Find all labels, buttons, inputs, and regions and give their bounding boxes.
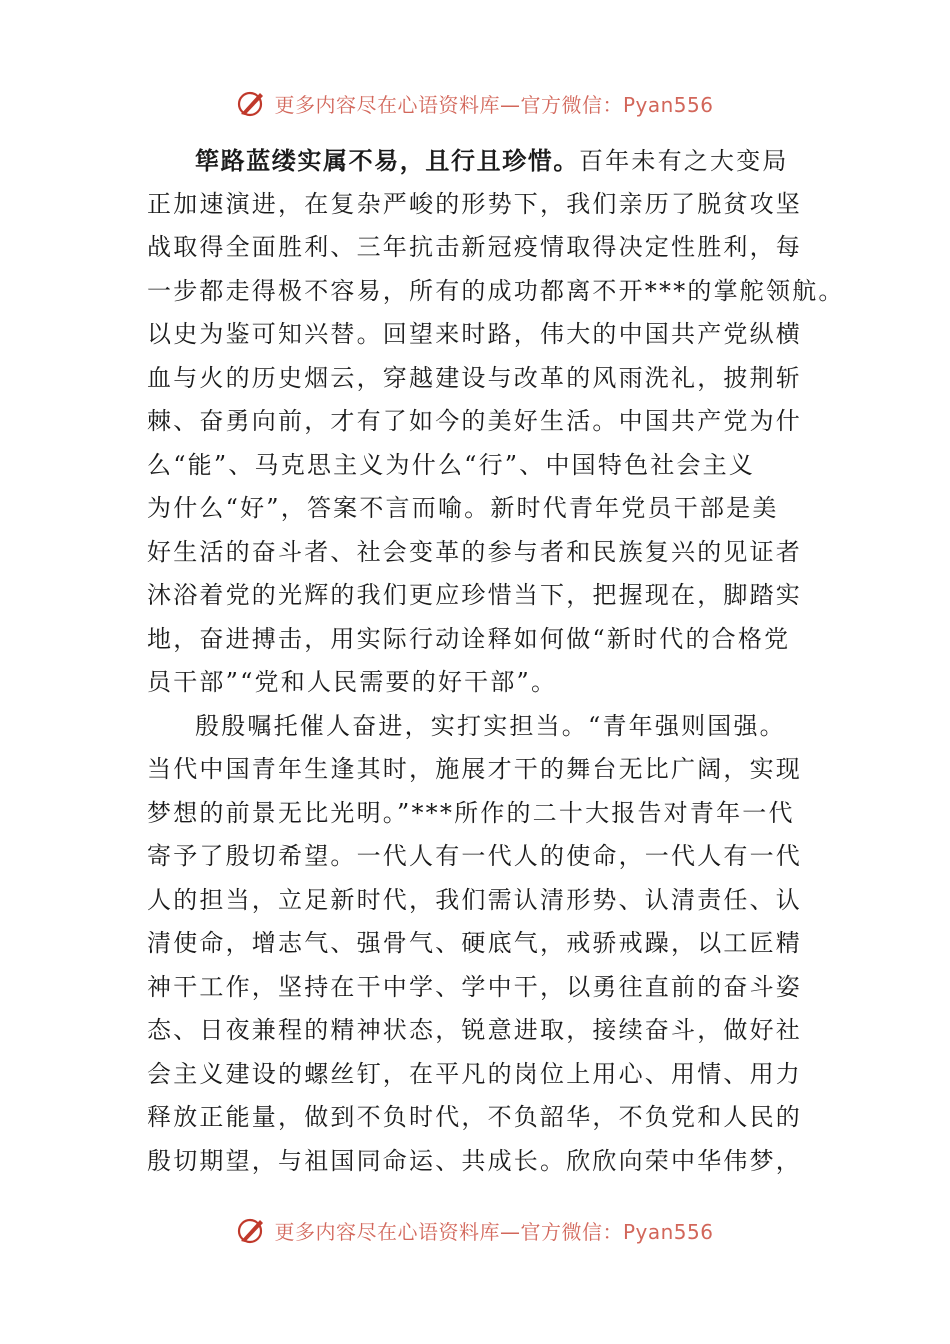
quill-pen-logo-icon (236, 88, 266, 118)
text-line: 一步都走得极不容易，所有的成功都离不开***的掌舵领航。 (147, 276, 845, 305)
footer-banner (0, 1210, 950, 1250)
header-banner-text: 更多内容尽在心语资料库—官方微信：Pyan556 (274, 92, 714, 117)
document-body (147, 139, 845, 1183)
text-line: 人的担当，立足新时代，我们需认清形势、认清责任、认 (147, 885, 802, 914)
text-line: 神干工作，坚持在干中学、学中干，以勇往直前的奋斗姿 (147, 972, 802, 1001)
text-line: 梦想的前景无比光明。”***所作的二十大报告对青年一代 (147, 798, 795, 827)
text-line: 沐浴着党的光辉的我们更应珍惜当下，把握现在，脚踏实 (147, 581, 802, 609)
text-line: 当代中国青年生逢其时，施展才干的舞台无比广阔，实现 (147, 755, 802, 783)
text-line: 释放正能量，做到不负时代，不负韶华，不负党和人民的 (147, 1103, 802, 1131)
quill-pen-logo-icon (236, 1215, 266, 1245)
text-line: 会主义建设的螺丝钉，在平凡的岗位上用心、用情、用力 (147, 1059, 802, 1088)
text-line: 血与火的历史烟云，穿越建设与改革的风雨洗礼，披荆斩 (147, 363, 802, 392)
text-line: 么“能”、马克思主义为什么“行”、中国特色社会主义 (147, 450, 756, 479)
footer-banner-text: 更多内容尽在心语资料库—官方微信：Pyan556 (274, 1219, 714, 1244)
text-line: 以史为鉴可知兴替。回望来时路，伟大的中国共产党纵横 (147, 320, 802, 348)
text-line: 好生活的奋斗者、社会变革的参与者和民族复兴的见证者 (147, 537, 802, 566)
paragraph-1-text: 百年未有之大变局 (579, 147, 789, 175)
text-line: 员干部”“党和人民需要的好干部”。 (147, 668, 558, 696)
paragraph-2-line-1: 殷殷嘱托催人奋进，实打实担当。“青年强则国强。 (195, 711, 786, 740)
paragraph-1-heading: 筚路蓝缕实属不易，且行且珍惜。 (195, 146, 579, 175)
text-line: 态、日夜兼程的精神状态，锐意进取，接续奋斗，做好社 (147, 1016, 802, 1044)
text-line: 寄予了殷切希望。一代人有一代人的使命，一代人有一代 (147, 842, 802, 870)
paragraph-1-line-1 (147, 139, 811, 183)
text-line: 棘、奋勇向前，才有了如今的美好生活。中国共产党为什 (147, 407, 802, 435)
text-line: 清使命，增志气、强骨气、硬底气，戒骄戒躁，以工匠精 (147, 929, 802, 957)
text-line: 战取得全面胜利、三年抗击新冠疫情取得决定性胜利，每 (147, 233, 802, 261)
text-line: 地，奋进搏击，用实际行动诠释如何做“新时代的合格党 (147, 624, 791, 653)
text-line: 为什么“好”，答案不言而喻。新时代青年党员干部是美 (147, 494, 779, 522)
text-line: 殷切期望，与祖国同命运、共成长。欣欣向荣中华伟梦， (147, 1146, 802, 1175)
header-banner (0, 83, 950, 123)
text-line: 正加速演进，在复杂严峻的形势下，我们亲历了脱贫攻坚 (147, 189, 802, 218)
